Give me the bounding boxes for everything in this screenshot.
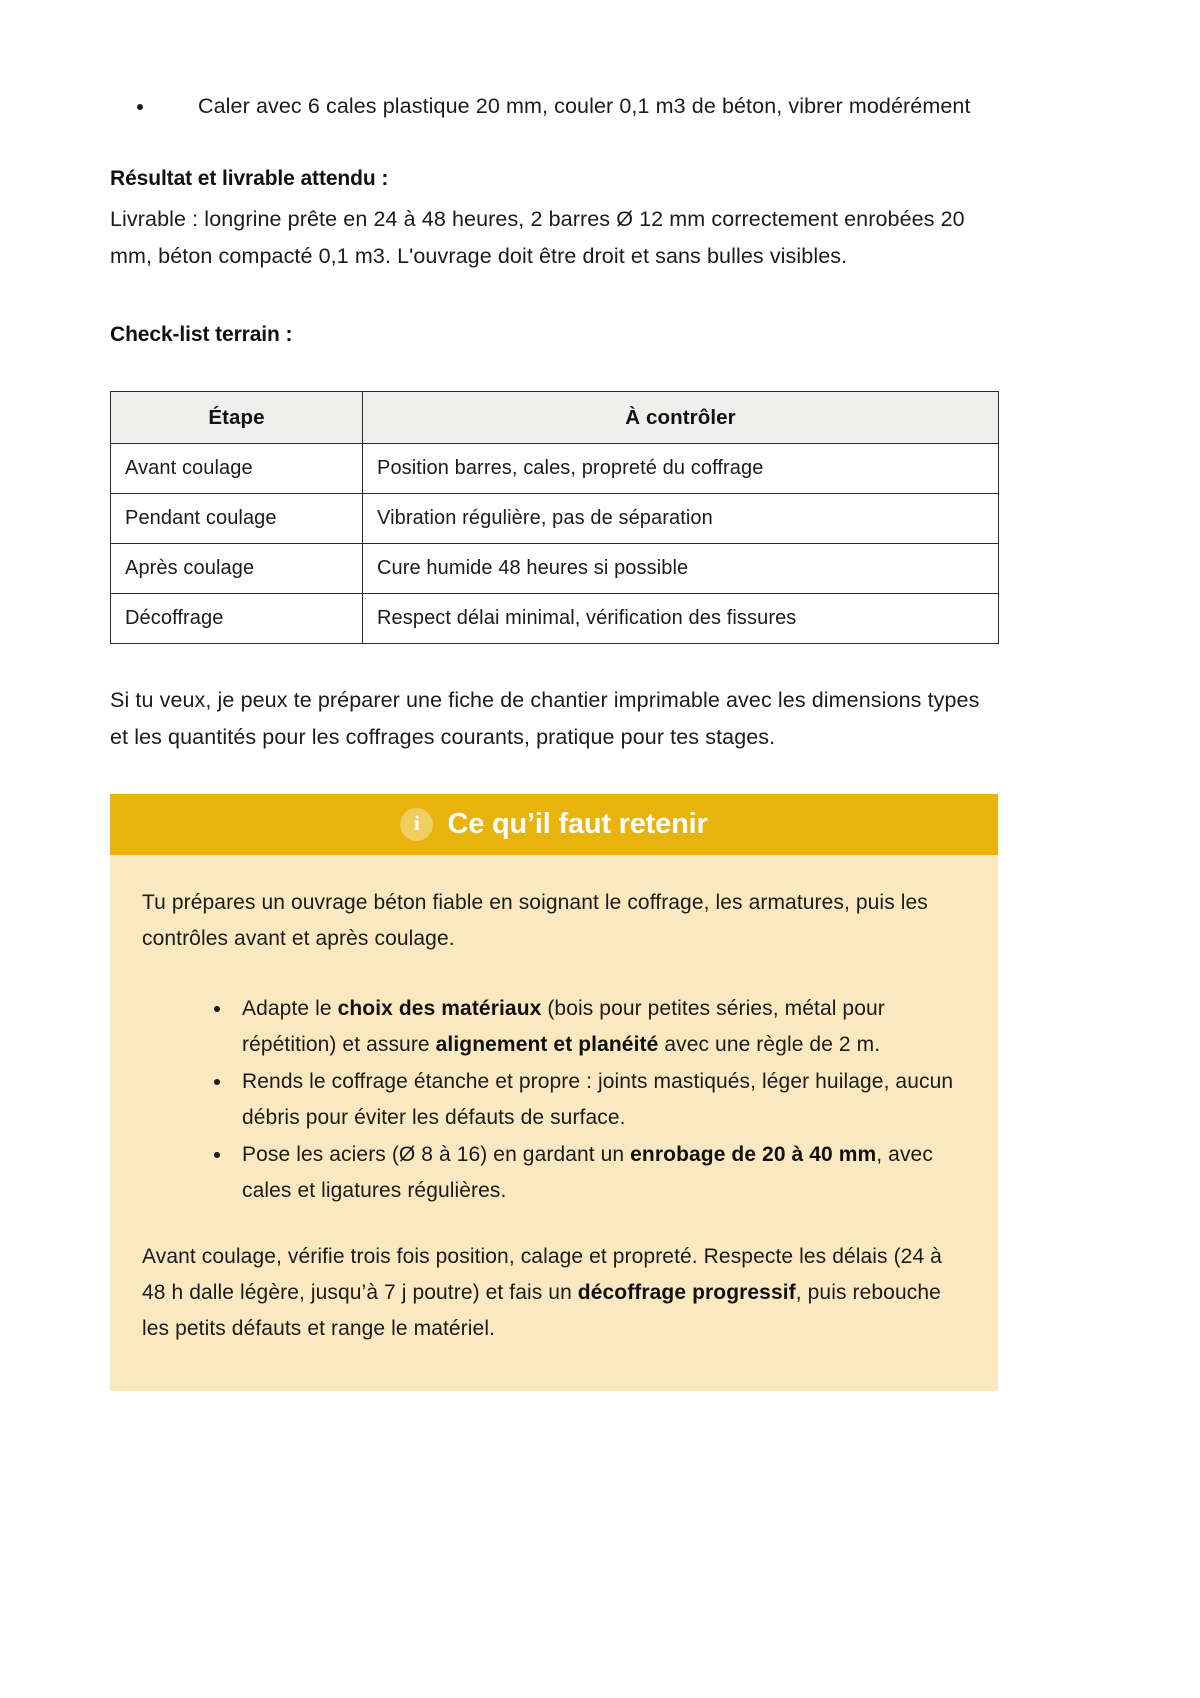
offer-paragraph: Si tu veux, je peux te préparer une fiche de chantier imprimable avec les dimensions types et les quantités pour les coffrages courants, pratique pour tes stages. <box>110 688 980 749</box>
bullet-dot-icon <box>214 1152 220 1158</box>
checklist-table <box>110 391 999 644</box>
retenir-callout <box>110 794 998 1391</box>
list-item <box>242 1064 966 1136</box>
table-cell-etape: Décoffrage <box>111 594 363 644</box>
document-content <box>110 0 1000 1391</box>
table-row <box>111 444 999 494</box>
callout-bullet-text: Rends le coffrage étanche et propre : joints mastiqués, léger huilage, aucun débris pour éviter les défauts de surface. <box>242 1070 954 1129</box>
callout-body <box>110 855 998 1391</box>
table-cell-etape: Pendant coulage <box>111 494 363 544</box>
checklist-heading: Check-list terrain : <box>110 323 293 346</box>
table-cell-etape: Après coulage <box>111 544 363 594</box>
callout-bullet-text: Pose les aciers (Ø 8 à 16) en gardant un enrobage de 20 à 40 mm, avec cales et ligatures régulières. <box>242 1143 933 1202</box>
bullet-dot-icon <box>214 1079 220 1085</box>
table-row <box>111 594 999 644</box>
table-cell-controle: Respect délai minimal, vérification des fissures <box>363 594 999 644</box>
top-bullet-list <box>110 88 1000 125</box>
info-icon <box>400 808 433 841</box>
list-item <box>242 1137 966 1209</box>
callout-bullet-list <box>142 991 966 1209</box>
info-icon-glyph: i <box>414 811 420 835</box>
table-cell-controle: Cure humide 48 heures si possible <box>363 544 999 594</box>
table-header-cell-etape: Étape <box>111 392 363 444</box>
result-heading: Résultat et livrable attendu : <box>110 167 389 190</box>
callout-bullet-text: Adapte le choix des matériaux (bois pour petites séries, métal pour répétition) et assure alignement et planéité avec une règle de 2 m. <box>242 997 885 1056</box>
list-item <box>110 88 1000 125</box>
result-paragraph: Livrable : longrine prête en 24 à 48 heures, 2 barres Ø 12 mm correctement enrobées 20 mm, béton compacté 0,1 m3. L'ouvrage doit être droit et sans bulles visibles. <box>110 207 965 268</box>
top-bullet-text: Caler avec 6 cales plastique 20 mm, couler 0,1 m3 de béton, vibrer modérément <box>198 94 971 118</box>
bullet-dot-icon <box>137 104 143 110</box>
callout-outro: Avant coulage, vérifie trois fois position, calage et propreté. Respecte les délais (24 à 48 h dalle légère, jusqu’à 7 j poutre) et fais un décoffrage progressif, puis rebouche les petits défauts et range le matériel. <box>142 1245 942 1340</box>
table-header-row <box>111 392 999 444</box>
callout-title: Ce qu’il faut retenir <box>447 808 708 840</box>
table-cell-etape: Avant coulage <box>111 444 363 494</box>
callout-intro: Tu prépares un ouvrage béton fiable en soignant le coffrage, les armatures, puis les contrôles avant et après coulage. <box>142 891 928 950</box>
table-row <box>111 494 999 544</box>
table-row <box>111 544 999 594</box>
list-item <box>242 991 966 1063</box>
table-cell-controle: Position barres, cales, propreté du coffrage <box>363 444 999 494</box>
table-header-cell-a-controler: À contrôler <box>363 392 999 444</box>
callout-header <box>110 794 998 855</box>
bullet-dot-icon <box>214 1006 220 1012</box>
table-cell-controle: Vibration régulière, pas de séparation <box>363 494 999 544</box>
